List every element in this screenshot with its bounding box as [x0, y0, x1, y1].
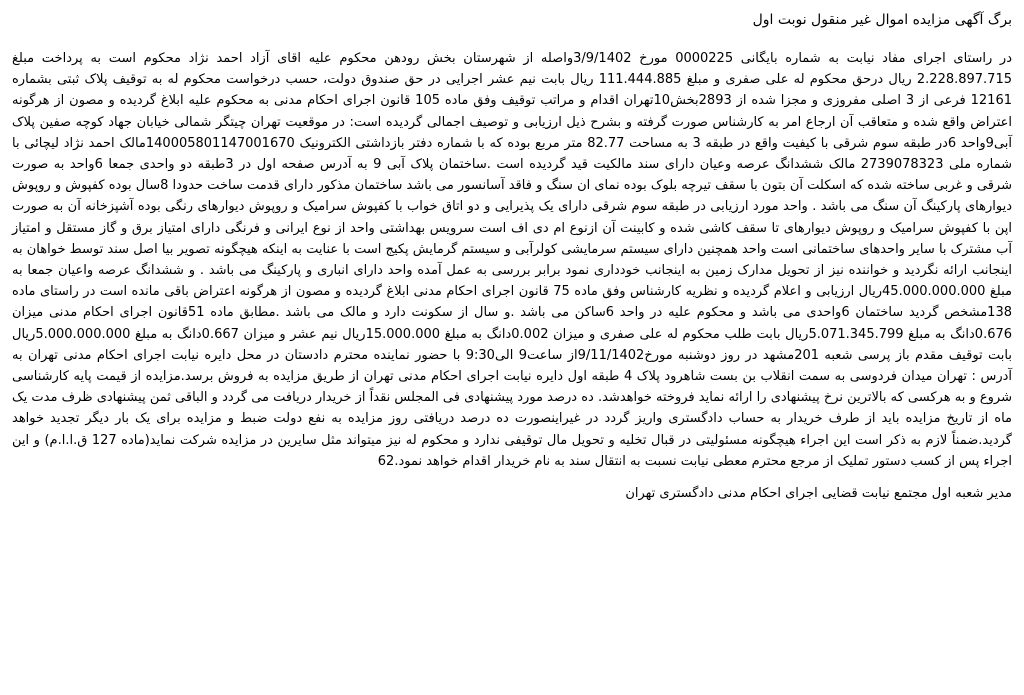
notice-body: در راستای اجرای مفاد نیابت به شماره بایگانی 0000225 مورخ 3/9/1402واصله از شهرستان بخش رودهن محکوم علیه اقای آزاد احمد نژاد محکوم است به پرداخت مبلغ 2.228.897.715 ریال درحق محکوم له علی صفری و مبلغ 111.444.885 ریال بابت نیم عشر اجرایی در حق صندوق دولت، حسب درخواست محکوم له به توقیف پلاک ثبتی بشماره 12161 فرعی از 3 اصلی مفروزی و مجزا شده از 2893بخش10تهران اقدام و مراتب توقیف وفق ماده 105 قانون اجرای احکام مدنی به محکوم علیه ابلاغ گردیده و مصون از هرگونه اعتراض واقع شده و متعاقب آن ارجاع امر به کارشناس صورت گرفته و بشرح ذیل ارزیابی و توصیف اجمالی گردیده است: در موقعیت تهران چیتگر شمالی خیابان جهاد کوچه صفین پلاک آبی9واحد 6در طبقه سوم شرقی با کیفیت واقع در طبقه 3 به مساحت 82.77 متر مربع بوده که با شماره دفتر بازداشتی الکترونیک 140005801147001670مالک احمد نژاد لیچائی با شماره ملی 2739078323 مالک ششدانگ عرصه وعیان دارای سند مالکیت قید گردیده است .ساختمان پلاک آبی 9 به آدرس صفحه اول در 3طبقه دو واحدی جمعا 6واحد به صورت شرقی و غربی ساخته شده که اسکلت آن بتون با سقف تیرچه بلوک بوده نمای ان سنگ و فاقد آسانسور می باشد ساختمان مذکور دارای قدمت ساخت حدودا 8سال بوده کفپوش و روپوش دیوارهای پارکینگ آن سنگ می باشد . واحد مورد ارزیابی در طبقه سوم شرقی دارای یک پذیرایی و دو اتاق خواب با کفپوش سرامیک و روپوش دیوارهای رنگی بوده آشپزخانه آن به صورت اپن با کفپوش سرامیک و روپوش دیوارهای تا سقف کاشی شده و کابینت آن ازنوع ام دی اف است سرویس بهداشتی واحد از نوع ایرانی و فرنگی دارای امتیاز برق و گاز مستقل و امتیاز آب مشترک با سایر واحدهای ساختمانی است واحد همچنین دارای سیستم سرمایشی کولرآبی و سیستم گرمایش پکیج است با عنایت به اینکه هیچگونه تصویر بیا اصل سند توسط خواهان به اینجانب ارائه نگردید و خواننده نیز از تحویل مدارک زمین به اینجانب خودداری نمود برابر بررسی به عمل آمده واحد دارای انباری و پارکینگ می باشد . و ششدانگ عرصه واعیان جمعا به مبلغ 45.000.000.000ریال ارزیابی و اعلام گردیده و نظریه کارشناس وفق ماده 75 قانون اجرای احکام مدنی ابلاغ گردیده و مصون از هرگونه اعتراض باقی مانده است در راستای ماده 138مشخص گردید ساختمان 6واحدی می باشد و محکوم علیه در واحد 6ساکن می باشد .و سال از سکونت دارد و مالک می باشد .مطابق ماده 51قانون اجرای احکام مدنی میزان 0.676دانگ به مبلغ 5.071.345.799ریال بابت طلب محکوم له علی صفری و میزان 0.002دانگ به مبلغ 15.000.000ریال نیم عشر و میزان 0.667دانگ به مبلغ 5.000.000.000ریال بابت توقیف مقدم باز پرسی شعبه 201مشهد در روز دوشنبه مورخ9/11/1402از ساعت9 الی9:30 با حضور نماینده محترم دادستان در محل دایره نیابت اجرای احکام مدنی تهران به آدرس : تهران میدان فردوسی به سمت انقلاب بن بست شاهرود پلاک 4 طبقه اول دایره نیابت اجرای احکام مدنی تهران از طریق مزایده به فروش برسد.مزایده از قیمت پایه کارشناسی شروع و به هرکسی که بالاترین نرخ پیشنهادی را ارائه نماید فروخته خواهدشد. ده درصد مورد پیشنهادی فی المجلس نقداً از خریدار دریافت می گردد و الباقی ثمن پیشنهادی ظرف مدت یک ماه از تاریخ مزایده باید از طرف خریدار به حساب دادگستری واریز گردد در غیراینصورت ده درصد دریافتی روز مزایده به نفع دولت ضبط و مزایده برای یک بار دیگر تجدید خواهد گردید.ضمناً لازم به ذکر است این اجراء هیچگونه مسئولیتی در قبال تخلیه و تحویل مال توقیفی ندارد و محکوم له نیز میتواند مثل سایرین در مزایده شرکت نماید(ماده 127 ق.ا.ا.م) و این اجراء پس از کسب دستور تملیک از مرجع محترم معطی نیابت نسبت به انتقال سند به نام خریدار اقدام خواهد نمود.62 [12, 51, 1013, 469]
notice-signature: مدیر شعبه اول مجتمع نیابت قضایی اجرای احکام مدنی دادگستری تهران [625, 486, 1012, 502]
notice-title: برگ آگهی مزایده اموال غیر منقول نوبت اول [752, 12, 1012, 28]
